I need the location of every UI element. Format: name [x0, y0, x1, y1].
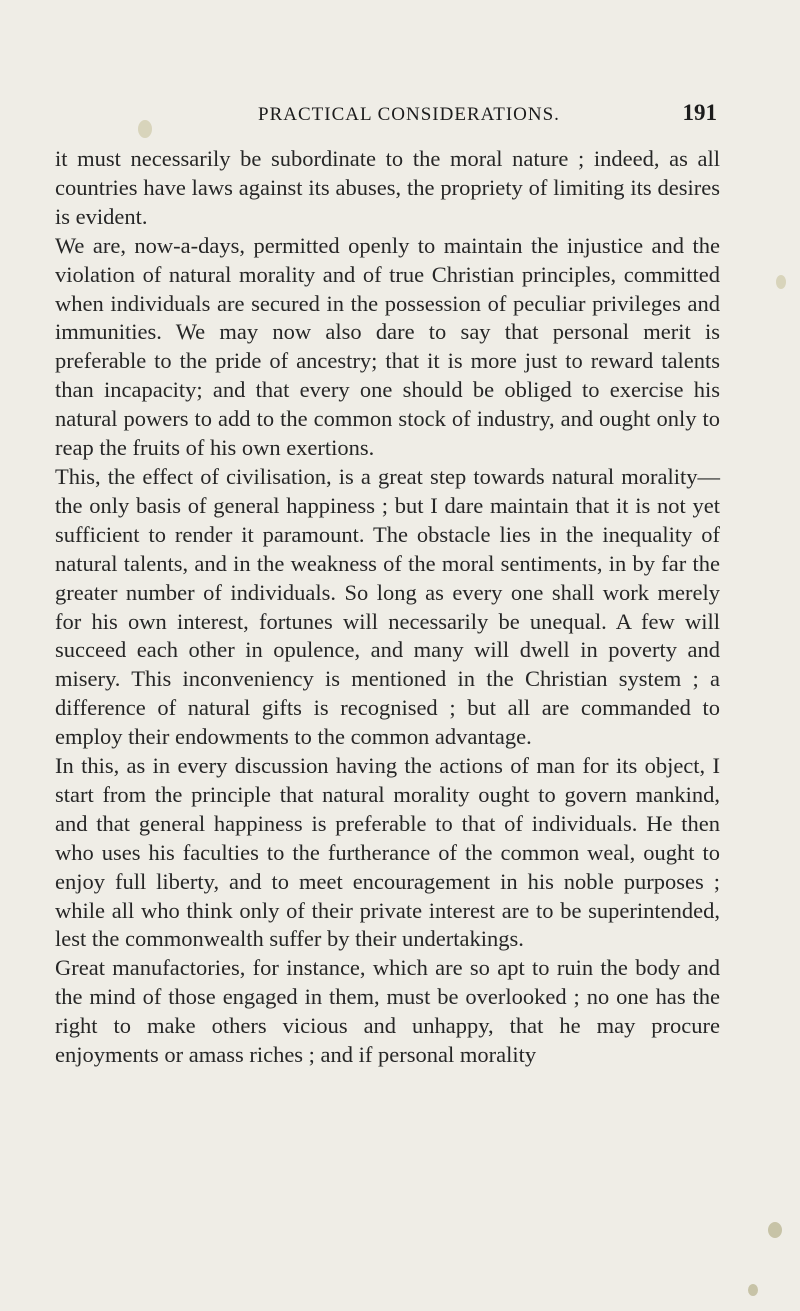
paper-stain [748, 1284, 758, 1296]
paragraph: it must necessarily be subordinate to the moral nature ; indeed, as all countries have laws against its abuses, the propriety of limiting its desires is evident. [55, 146, 720, 229]
paragraph: Great manufactories, for instance, which are so apt to ruin the body and the mind of those engaged in them, must be overlooked ; no one has the right to make others vicious and unhappy, that he may procure enjoyments or amass riches ; and if personal morality [55, 955, 720, 1068]
running-title: PRACTICAL CONSIDERATIONS. [258, 104, 560, 125]
page-number: 191 [682, 100, 717, 125]
paper-stain [776, 275, 786, 289]
paragraph: In this, as in every discussion having the actions of man for its object, I start from the principle that natural morality ought to govern mankind, and that general happiness is preferable to that of individuals. He then who uses his faculties to the furtherance of the common weal, ought to enjoy full liberty, and to meet encouragement in his noble purposes ; while all who think only of their private interest are to be superintended, lest the commonwealth suffer by their undertakings. [55, 753, 720, 952]
paper-stain [768, 1222, 782, 1238]
paper-stain [138, 120, 152, 138]
paragraph: This, the effect of civilisation, is a great step towards natural morality—the only basis of general happiness ; but I dare maintain that it is not yet sufficient to render it paramount. The obstacle lies in the inequality of natural talents, and in the weakness of the moral sentiments, in by far the greater number of individuals. So long as every one shall work merely for his own interest, fortunes will necessarily be unequal. A few will succeed each other in opulence, and many will dwell in poverty and misery. This inconveniency is mentioned in the Christian system ; a difference of natural gifts is recognised ; but all are commanded to employ their endowments to the common advantage. [55, 463, 720, 750]
paragraph: We are, now-a-days, permitted openly to maintain the injustice and the violation of natural morality and of true Christian principles, committed when individuals are secured in the possession of peculiar privileges and immunities. We may now also dare to say that personal merit is preferable to the pride of ancestry; that it is more just to reward talents than incapacity; and that every one should be obliged to exercise his natural powers to add to the common stock of industry, and ought only to reap the fruits of his own exertions. [55, 232, 720, 461]
body-text [55, 145, 720, 1070]
page-header [200, 100, 720, 130]
